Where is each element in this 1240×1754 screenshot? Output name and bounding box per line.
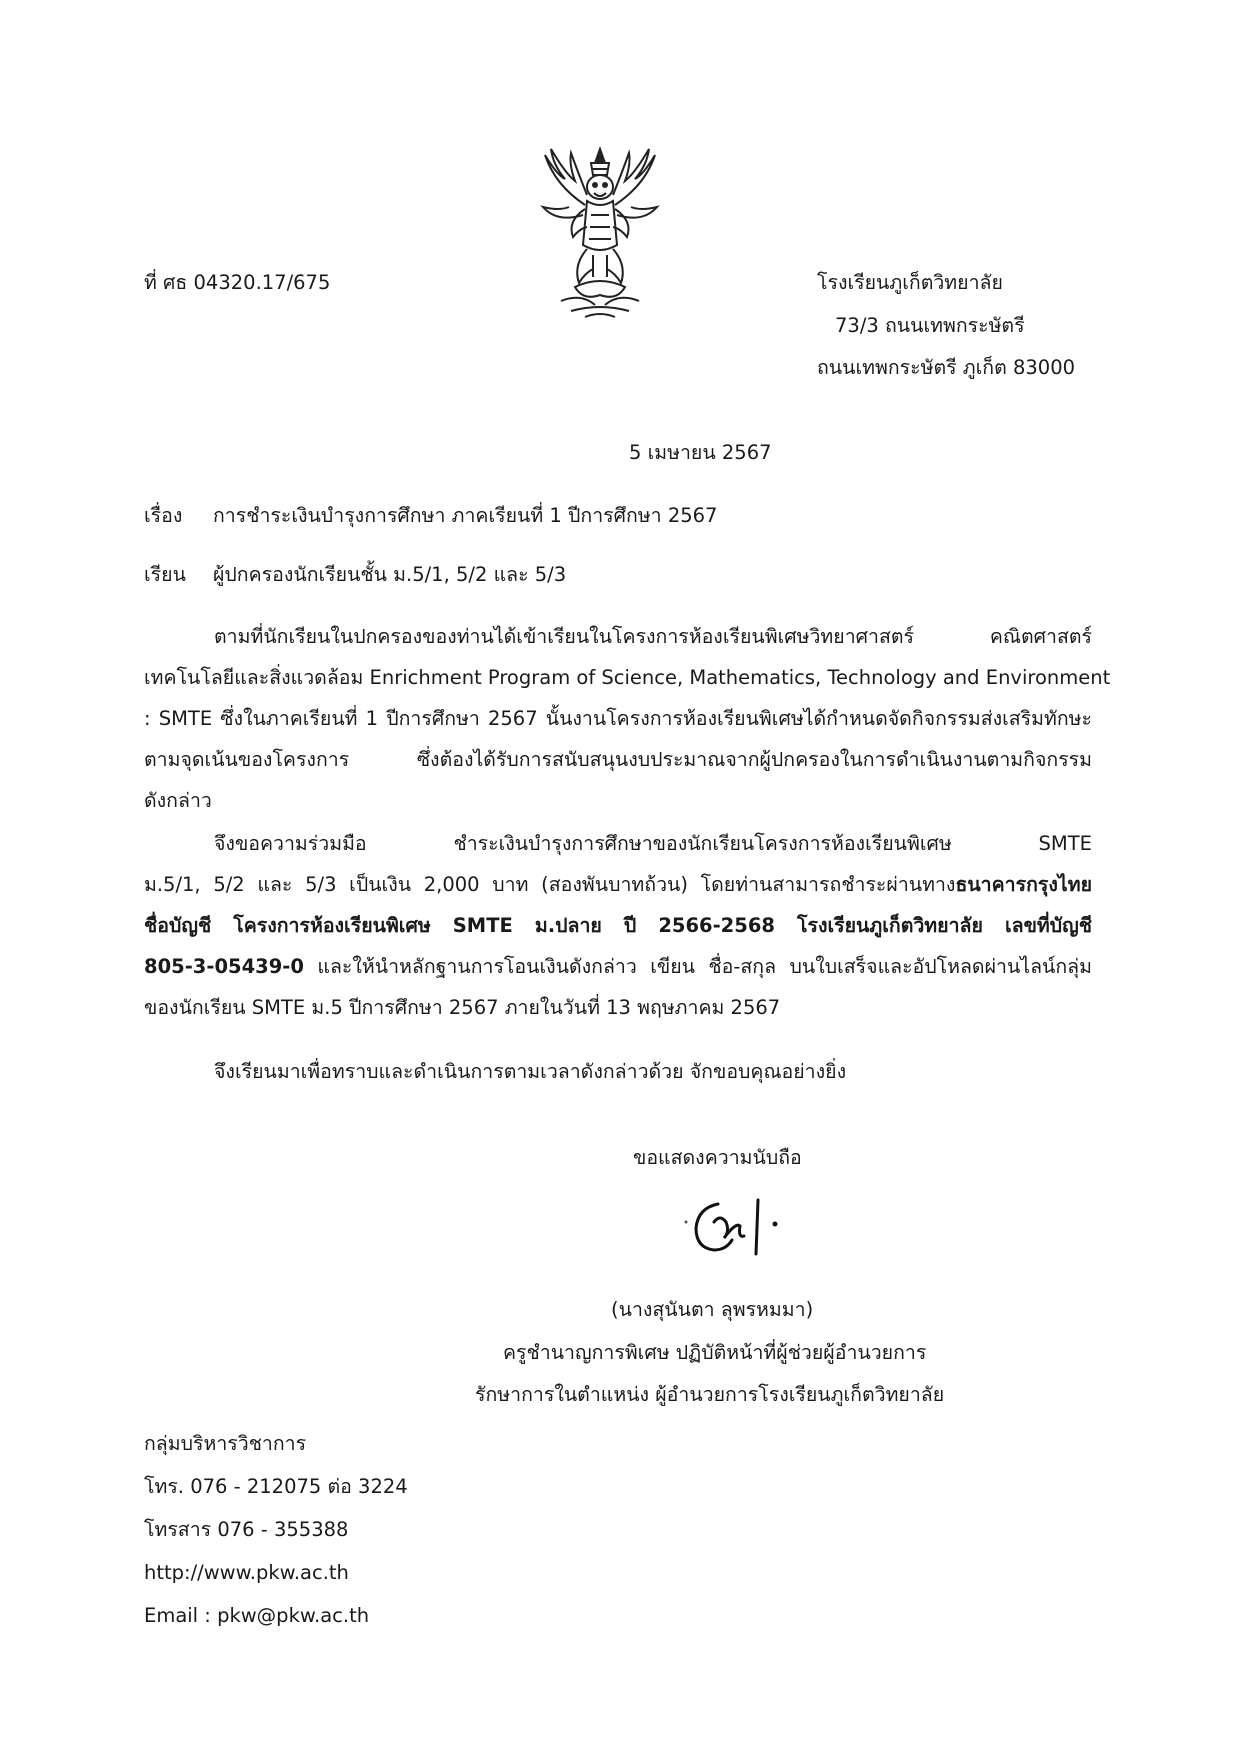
paragraph-2-line-1: จึงขอความร่วมมือ ชำระเงินบำรุงการศึกษาของนักเรียนโครงการห้องเรียนพิเศษ SMTE [214, 832, 1092, 855]
body-paragraph-3: จึงเรียนมาเพื่อทราบและดำเนินการตามเวลาดังกล่าวด้วย จักขอบคุณอย่างยิ่ง [214, 1060, 847, 1083]
school-name: โรงเรียนภูเก็ตวิทยาลัย [817, 271, 1003, 294]
phone-number: โทร. 076 - 212075 ต่อ 3224 [144, 1475, 408, 1498]
signer-name: (นางสุนันตา ลุพรหมมา) [611, 1298, 814, 1321]
address-line-1: 73/3 ถนนเทพกระษัตรี [835, 314, 1025, 337]
paragraph-1-line-5: ดังกล่าว [144, 789, 212, 812]
paragraph-2-line-2 [144, 864, 1092, 905]
body-paragraph-2 [144, 823, 1092, 1028]
paragraph-2-line-4 [144, 946, 1092, 987]
closing-salutation: ขอแสดงความนับถือ [633, 1146, 802, 1169]
document-date: 5 เมษายน 2567 [629, 441, 772, 464]
signer-position-1: ครูชำนาญการพิเศษ ปฏิบัติหน้าที่ผู้ช่วยผู้อำนวยการ [503, 1341, 927, 1364]
transfer-instruction: และให้นำหลักฐานการโอนเงินดังกล่าว เขียน ชื่อ-สกุล บนใบเสร็จและอัปโหลดผ่านไลน์กลุ่ม [303, 955, 1092, 978]
handwritten-signature-icon [680, 1192, 790, 1262]
account-number: 805-3-05439-0 [144, 955, 304, 978]
garuda-emblem-icon [535, 145, 665, 320]
document-number: ที่ ศธ 04320.17/675 [144, 271, 331, 294]
paragraph-1-line-3: : SMTE ซึ่งในภาคเรียนที่ 1 ปีการศึกษา 2567 นั้นงานโครงการห้องเรียนพิเศษได้กำหนดจัดกิจกรรมส่งเสริมทักษะ [144, 707, 1092, 730]
paragraph-1-line-4: ตามจุดเน้นของโครงการ ซึ่งต้องได้รับการสนับสนุนงบประมาณจากผู้ปกครองในการดำเนินงานตามกิจกรรม [144, 748, 1092, 771]
payment-amount-text: ม.5/1, 5/2 และ 5/3 เป็นเงิน 2,000 บาท (สองพันบาทถ้วน) โดยท่านสามารถชำระผ่านทาง [144, 873, 956, 896]
subject-label: เรื่อง [144, 504, 183, 527]
paragraph-1-line-2: เทคโนโลยีและสิ่งแวดล้อม Enrichment Program of Science, Mathematics, Technology and Environment [144, 666, 1111, 689]
body-paragraph-1 [144, 616, 1111, 821]
recipient-text: ผู้ปกครองนักเรียนชั้น ม.5/1, 5/2 และ 5/3 [213, 563, 567, 586]
website-link[interactable]: http://www.pkw.ac.th [144, 1561, 349, 1584]
recipient-label: เรียน [144, 563, 186, 586]
paragraph-2-line-5: ของนักเรียน SMTE ม.5 ปีการศึกษา 2567 ภายในวันที่ 13 พฤษภาคม 2567 [144, 996, 781, 1019]
bank-name: ธนาคารกรุงไทย [955, 873, 1092, 896]
email-link[interactable]: Email : pkw@pkw.ac.th [144, 1604, 370, 1627]
department-name: กลุ่มบริหารวิชาการ [144, 1432, 307, 1455]
paragraph-1-line-1: ตามที่นักเรียนในปกครองของท่านได้เข้าเรียนในโครงการห้องเรียนพิเศษวิทยาศาสตร์ คณิตศาสตร์ [214, 625, 1092, 648]
signer-position-2: รักษาการในตำแหน่ง ผู้อำนวยการโรงเรียนภูเก็ตวิทยาลัย [475, 1383, 945, 1406]
fax-number: โทรสาร 076 - 355388 [144, 1518, 349, 1541]
subject-text: การชำระเงินบำรุงการศึกษา ภาคเรียนที่ 1 ปีการศึกษา 2567 [213, 504, 718, 527]
address-line-2: ถนนเทพกระษัตรี ภูเก็ต 83000 [817, 356, 1076, 379]
account-name: ชื่อบัญชี โครงการห้องเรียนพิเศษ SMTE ม.ปลาย ปี 2566-2568 โรงเรียนภูเก็ตวิทยาลัย เลขที่บัญชี [144, 914, 1092, 937]
